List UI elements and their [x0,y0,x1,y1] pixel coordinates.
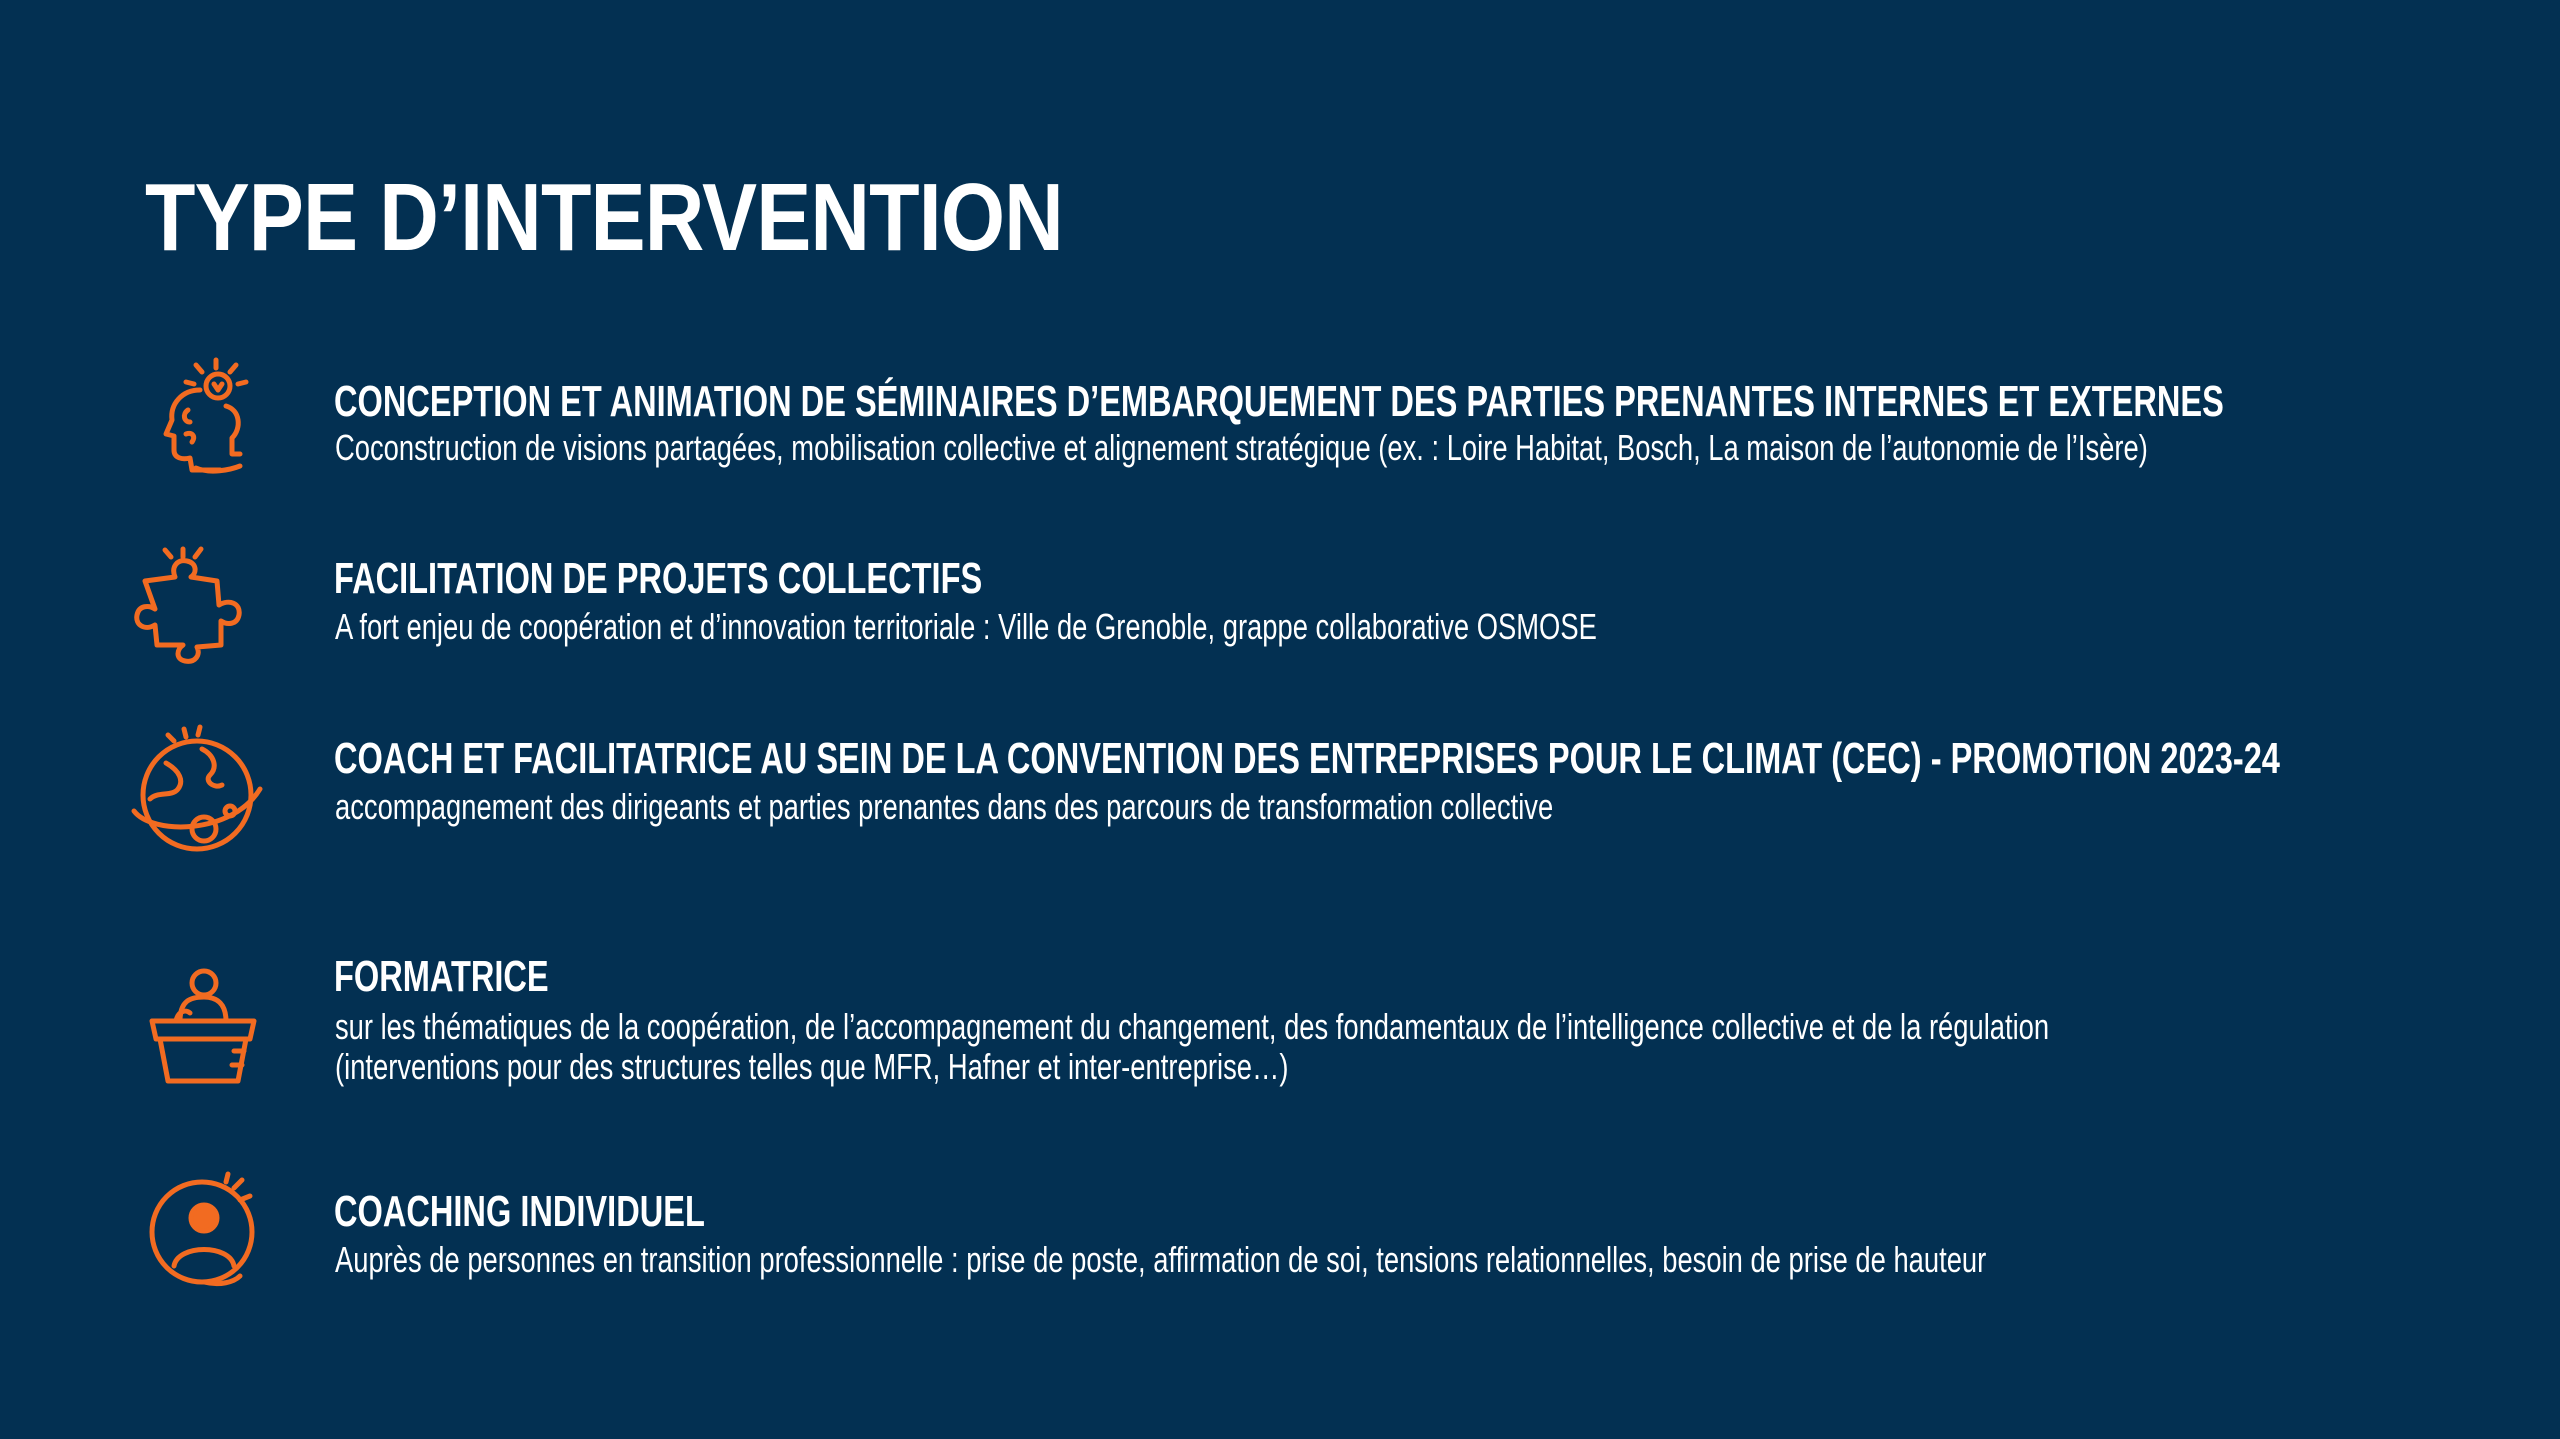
item-description-line: Coconstruction de visions partagées, mobilisation collective et alignement stratégique (ex. : Loire Habitat, Bosch, La maison de l’autonomie de l’Isère) [335,427,2148,468]
item-description-line: A fort enjeu de coopération et d’innovation territoriale : Ville de Grenoble, grappe collaborative OSMOSE [335,606,1597,647]
item-description-line: sur les thématiques de la coopération, de l’accompagnement du changement, des fondamentaux de l’intelligence collective et de la régulation [335,1006,2050,1047]
person-circle-icon [130,1170,280,1300]
item-description [335,428,2148,468]
trainer-podium-icon [130,965,280,1095]
item-description [335,607,1597,647]
item-title: CONCEPTION ET ANIMATION DE SÉMINAIRES D’EMBARQUEMENT DES PARTIES PRENANTES INTERNES ET EXTERNES [334,377,2224,426]
puzzle-piece-icon [125,545,275,675]
item-title: COACHING INDIVIDUEL [334,1187,705,1236]
item-description-line: (interventions pour des structures telles que MFR, Hafner et inter-entreprise…) [335,1046,1289,1087]
item-description [335,787,1553,827]
page-title: TYPE D’INTERVENTION [145,164,1063,271]
lightbulb-head-icon [130,350,280,480]
item-title: COACH ET FACILITATRICE AU SEIN DE LA CONVENTION DES ENTREPRISES POUR LE CLIMAT (CEC) - PROMOTION 2023-24 [334,734,2280,783]
item-title: FACILITATION DE PROJETS COLLECTIFS [334,554,983,603]
item-description-line: accompagnement des dirigeants et parties prenantes dans des parcours de transformation collective [335,786,1554,827]
item-description-line: Auprès de personnes en transition professionnelle : prise de poste, affirmation de soi, tensions relationnelles, besoin de prise de hauteur [335,1239,1987,1280]
globe-icon [122,727,272,857]
item-description [335,1240,1986,1280]
item-description [335,1007,2049,1087]
item-title: FORMATRICE [334,952,549,1001]
